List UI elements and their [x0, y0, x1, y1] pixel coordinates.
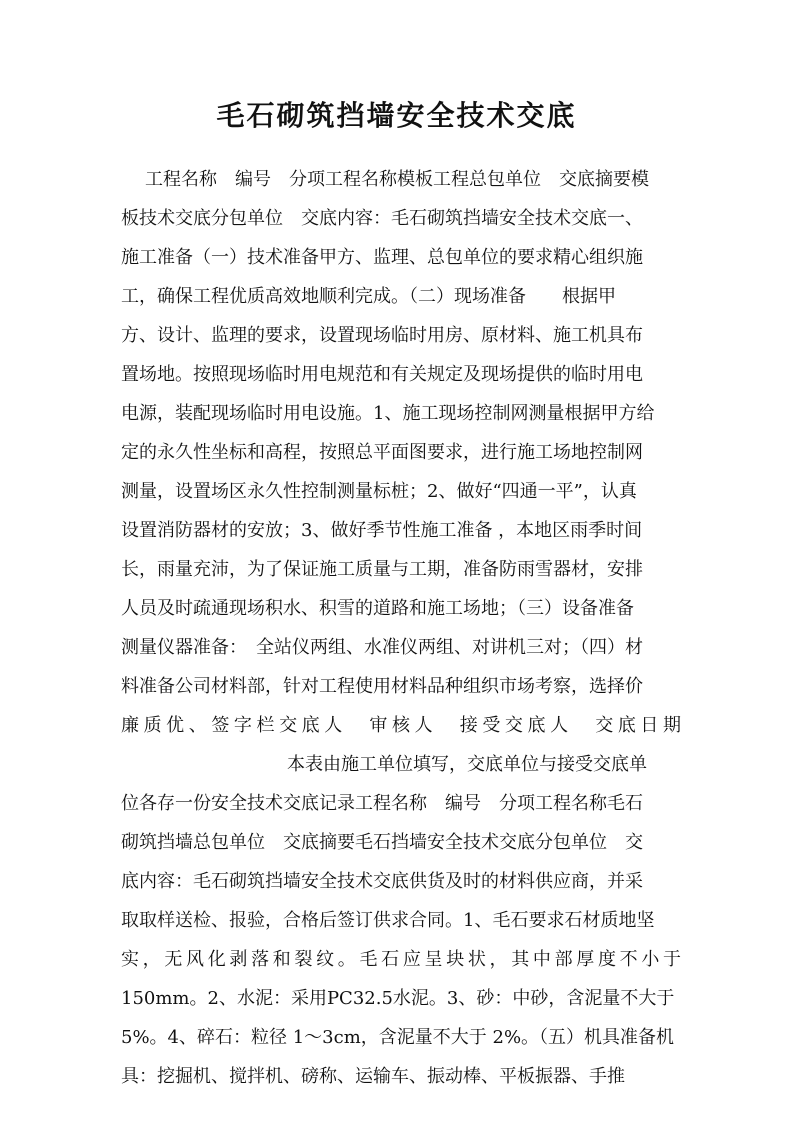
document-title: 毛石砌筑挡墙安全技术交底: [216, 99, 577, 132]
body-line: 施工准备（一）技术准备甲方、监理、总包单位的要求精心组织施: [121, 247, 643, 268]
body-line: 本表由施工单位填写，交底单位与接受交底单: [287, 754, 647, 775]
body-line: 砌筑挡墙总包单位 交底摘要毛石挡墙安全技术交底分包单位 交: [121, 832, 643, 853]
body-line: 人员及时疏通现场积水、积雪的道路和施工场地；（三）设备准备: [121, 598, 634, 619]
body-line: 位各存一份安全技术交底记录工程名称 编号 分项工程名称毛石: [121, 793, 643, 814]
body-line: 取取样送检、报验，合格后签订供求合同。1、毛石要求石材质地坚: [121, 910, 655, 931]
body-line: 板技术交底分包单位 交底内容：毛石砌筑挡墙安全技术交底一、: [121, 208, 643, 229]
signature-row: 廉质优、签字栏交底人 审核人 接受交底人 交底日期: [121, 715, 681, 736]
body-line: 定的永久性坐标和高程，按照总平面图要求，进行施工场地控制网: [121, 442, 643, 463]
document-body: [121, 160, 681, 1096]
body-line: 料准备公司材料部，针对工程使用材料品种组织市场考察，选择价: [121, 676, 643, 697]
body-line: 方、设计、监理的要求，设置现场临时用房、原材料、施工机具布: [121, 325, 643, 346]
body-line: 具：挖掘机、搅拌机、磅称、运输车、振动棒、平板振器、手推: [121, 1066, 625, 1087]
body-line: 150mm。2、水泥：采用PC32.5水泥。3、砂：中砂，含泥量不大于: [121, 988, 675, 1009]
body-line: 置场地。按照现场临时用电规范和有关规定及现场提供的临时用电: [121, 364, 643, 385]
body-line: 5%。4、碎石：粒径 1～3cm，含泥量不大于 2%。（五）机具准备机: [121, 1027, 675, 1048]
body-line: 底内容：毛石砌筑挡墙安全技术交底供货及时的材料供应商，并采: [121, 871, 643, 892]
body-line: 长，雨量充沛，为了保证施工质量与工期，准备防雨雪器材，安排: [121, 559, 643, 580]
body-line: 测量仪器准备： 全站仪两组、水准仪两组、对讲机三对；（四）材: [121, 637, 643, 658]
body-line: 工，确保工程优质高效地顺利完成。（二）现场准备 根据甲: [121, 286, 616, 307]
body-line: 电源，装配现场临时用电设施。1、施工现场控制网测量根据甲方给: [121, 403, 655, 424]
body-line: 测量，设置场区永久性控制测量标桩；2、做好“四通一平”，认真: [121, 481, 637, 502]
body-line: 设置消防器材的安放；3、做好季节性施工准备 ，本地区雨季时间: [121, 520, 643, 541]
body-line: 实，无风化剥落和裂纹。毛石应呈块状，其中部厚度不小于: [121, 949, 681, 970]
body-line: 工程名称 编号 分项工程名称模板工程总包单位 交底摘要模: [145, 169, 649, 190]
